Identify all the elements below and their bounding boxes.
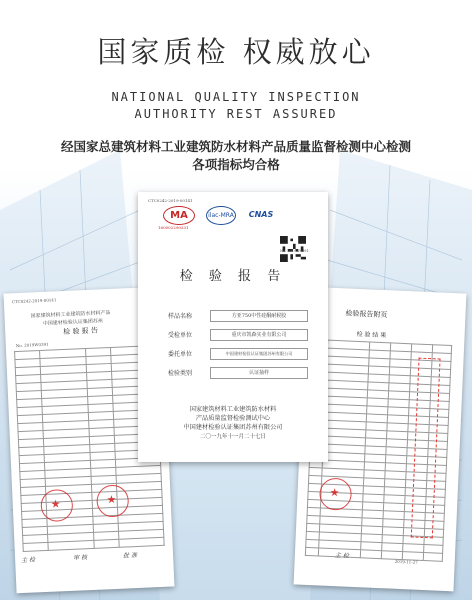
left-report-number: No. 2019W0391 xyxy=(15,341,49,349)
center-report-footer-line-3: 中国建材检验认证集团苏州有限公司 xyxy=(183,424,283,431)
headline-en-line-2: AUTHORITY REST ASSURED xyxy=(134,107,338,121)
left-report-title-line-1: 国家建筑材料工业建筑防水材料产品 xyxy=(30,309,111,320)
right-report-sig-inspector: 主 检 xyxy=(334,552,349,560)
field-inspection-type-value: 认证抽样 xyxy=(210,367,308,379)
left-report-title-line-2: 中国建材检验认证集团苏州 xyxy=(42,318,103,327)
center-report-footer-line-2: 产品质量监督检验测试中心 xyxy=(195,415,271,422)
left-report-serial: CTC0242-2019-00141 xyxy=(11,297,57,305)
field-client-unit-value: 中国建材检验认证集团苏州有限公司 xyxy=(210,348,308,360)
field-inspection-type-label: 检验类别 xyxy=(168,370,193,377)
left-report-sig-inspector: 主 检 xyxy=(21,556,36,565)
ilac-mra-mark-icon xyxy=(206,206,236,225)
cma-mark-text: MA xyxy=(170,210,188,221)
field-sample-name xyxy=(168,310,318,321)
right-report-title: 检验报告附页 xyxy=(345,309,388,320)
headline-en-line-1: NATIONAL QUALITY INSPECTION xyxy=(111,90,361,104)
left-report-sig-approver: 批 准 xyxy=(122,552,138,560)
field-sample-name-label: 样品名称 xyxy=(168,313,193,320)
center-report-page xyxy=(138,192,328,462)
center-report-serial: CTC0242-2019-00141 xyxy=(148,198,193,203)
headline: 国家质检 权威放心 xyxy=(97,35,375,69)
field-client-unit xyxy=(168,348,318,359)
field-inspected-unit-value: 重庆市凯森实业有限公司 xyxy=(210,329,308,341)
field-client-unit-label: 委托单位 xyxy=(168,351,193,358)
field-inspected-unit xyxy=(168,329,318,340)
cnas-mark-text: CNAS xyxy=(248,210,274,219)
center-report-number: No. 2019W0391 xyxy=(280,249,309,253)
description-line-2: 各项指标均合格 xyxy=(192,157,280,172)
cnas-mark-icon xyxy=(244,206,278,223)
description-line-1: 经国家总建筑材料工业建筑防水材料产品质量监督检测中心检测 xyxy=(60,139,411,154)
field-inspected-unit-label: 受检单位 xyxy=(168,332,193,339)
cma-mark-icon xyxy=(163,206,195,225)
left-report-sig-reviewer: 审 核 xyxy=(72,554,88,562)
center-report-footer-line-1: 国家建筑材料工业建筑防水材料 xyxy=(189,406,277,413)
center-report-date: 二〇一九年十一月二十七日 xyxy=(199,434,266,440)
field-inspection-type xyxy=(168,367,318,378)
left-report-title: 检 验 报 告 xyxy=(63,326,99,337)
right-report-date: 2019-11-27 xyxy=(394,558,418,565)
center-report-title: 检 验 报 告 xyxy=(179,269,287,284)
cma-mark-number: 160002290331 xyxy=(158,225,189,230)
field-sample-name-value: 方亚750中性硅酮耐候胶 xyxy=(210,310,308,322)
right-report-subtitle: 检 验 结 果 xyxy=(356,330,387,340)
ilac-mark-text: ilac-MRA xyxy=(208,212,234,219)
